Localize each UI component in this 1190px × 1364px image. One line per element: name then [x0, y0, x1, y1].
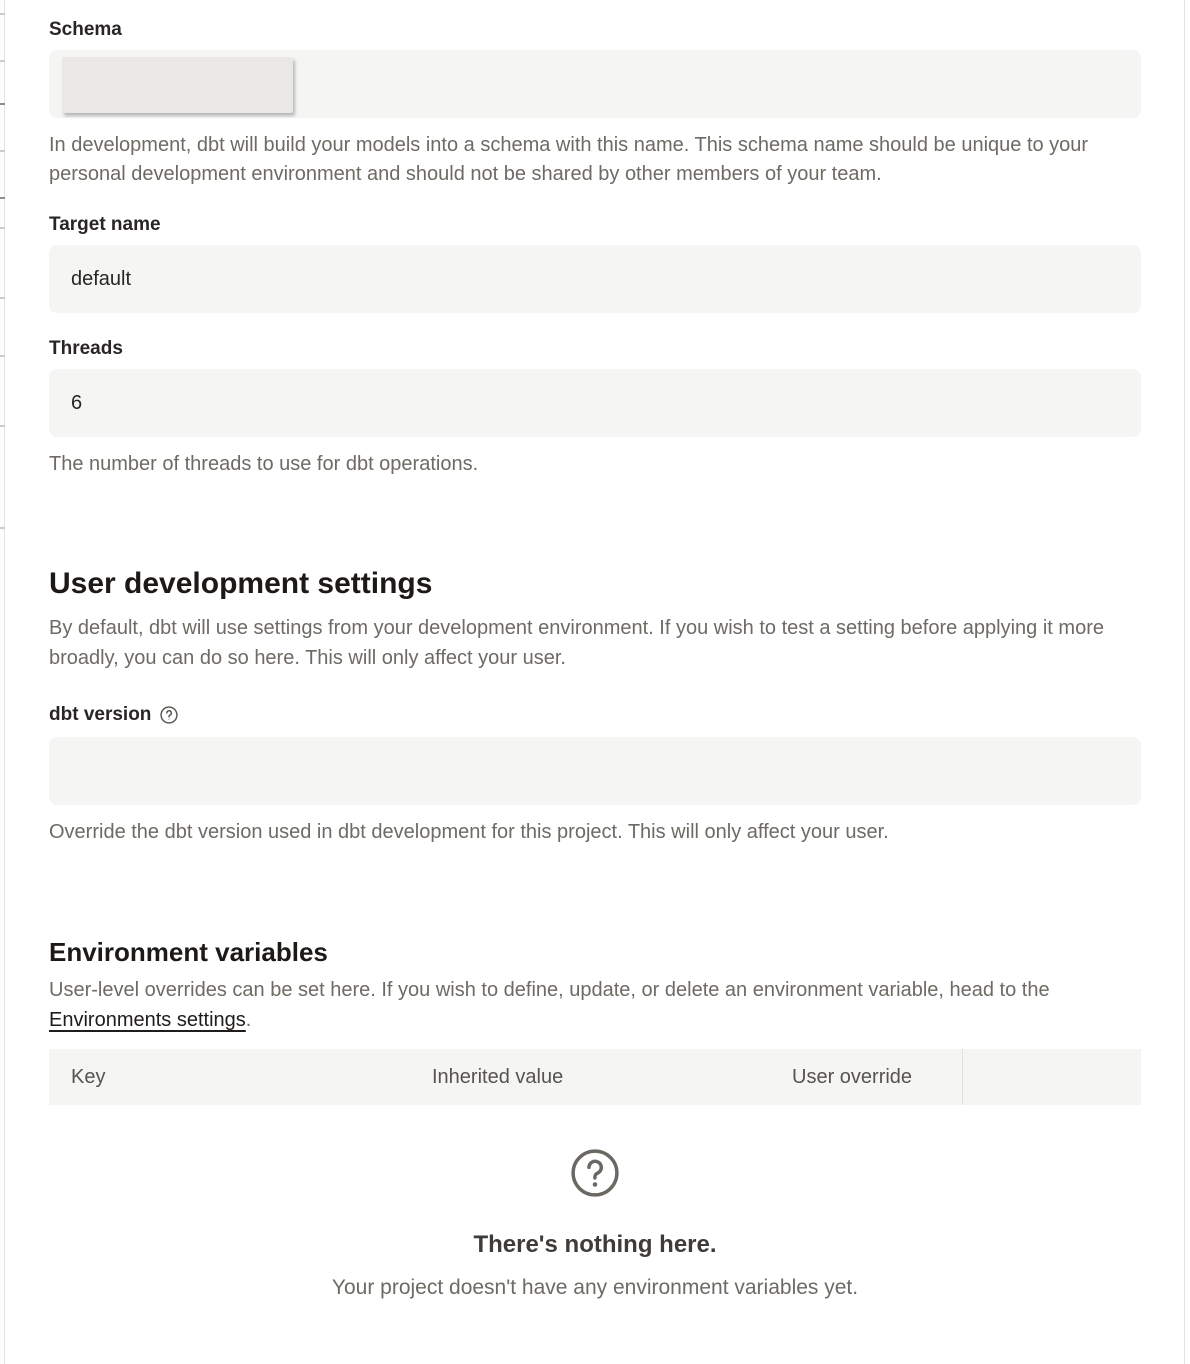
environment-variables-table-header	[49, 1049, 1141, 1105]
user-development-settings-description: By default, dbt will use settings from your development environment. If you wish to test a setting before applying it more broadly, you can do so here. This will only affect your user.	[49, 617, 1104, 669]
left-panel-row-divider	[0, 297, 5, 299]
column-header-inherited-value: Inherited value	[432, 1065, 564, 1088]
left-panel-row-divider	[0, 103, 5, 105]
empty-state-subtitle: Your project doesn't have any environment variables yet.	[331, 1276, 859, 1299]
column-header-actions	[962, 1049, 1141, 1105]
target-name-label: Target name	[49, 214, 161, 235]
help-tooltip-icon[interactable]	[159, 705, 179, 725]
question-mark-circle-icon	[569, 1147, 621, 1199]
left-panel-row-divider	[0, 527, 5, 529]
threads-help-text: The number of threads to use for dbt operations.	[49, 453, 479, 475]
left-panel-row-divider	[0, 60, 5, 62]
dbt-version-input[interactable]	[49, 737, 1141, 805]
left-panel-row-divider	[0, 425, 5, 427]
schema-value-redacted	[62, 57, 293, 113]
environment-variables-description-text: User-level overrides can be set here. If you wish to define, update, or delete an environment variable, head to the	[49, 979, 1050, 1001]
target-name-input[interactable]	[49, 245, 1141, 313]
settings-form	[49, 0, 1141, 1302]
left-panel-row-divider	[0, 13, 5, 15]
schema-label: Schema	[49, 19, 122, 40]
dbt-version-help-text: Override the dbt version used in dbt development for this project. This will only affect your user.	[49, 821, 889, 843]
empty-state-title: There's nothing here.	[473, 1231, 717, 1258]
environment-variables-empty-state	[49, 1147, 1141, 1302]
environments-settings-link[interactable]: Environments settings	[49, 1009, 246, 1031]
threads-input[interactable]	[49, 369, 1141, 437]
left-panel-row-divider	[0, 150, 5, 152]
scroll-gutter-line	[1184, 0, 1185, 1364]
schema-input[interactable]	[49, 50, 1141, 118]
schema-help-text: In development, dbt will build your models into a schema with this name. This schema name should be unique to your personal development environment and should not be shared by other members of your team.	[49, 134, 1089, 185]
column-header-user-override: User override	[792, 1065, 913, 1088]
dbt-version-label: dbt version	[49, 703, 1141, 727]
environment-variables-description-period: .	[245, 1009, 252, 1031]
environment-variables-description	[49, 975, 1119, 1035]
user-development-settings-title: User development settings	[49, 567, 433, 600]
left-panel-row-divider	[0, 197, 5, 199]
threads-label: Threads	[49, 338, 123, 359]
left-panel-edge	[0, 0, 5, 1364]
left-panel-row-divider	[0, 355, 5, 357]
column-header-key: Key	[71, 1065, 106, 1088]
environment-variables-title: Environment variables	[49, 937, 328, 967]
left-panel-row-divider	[0, 227, 5, 229]
